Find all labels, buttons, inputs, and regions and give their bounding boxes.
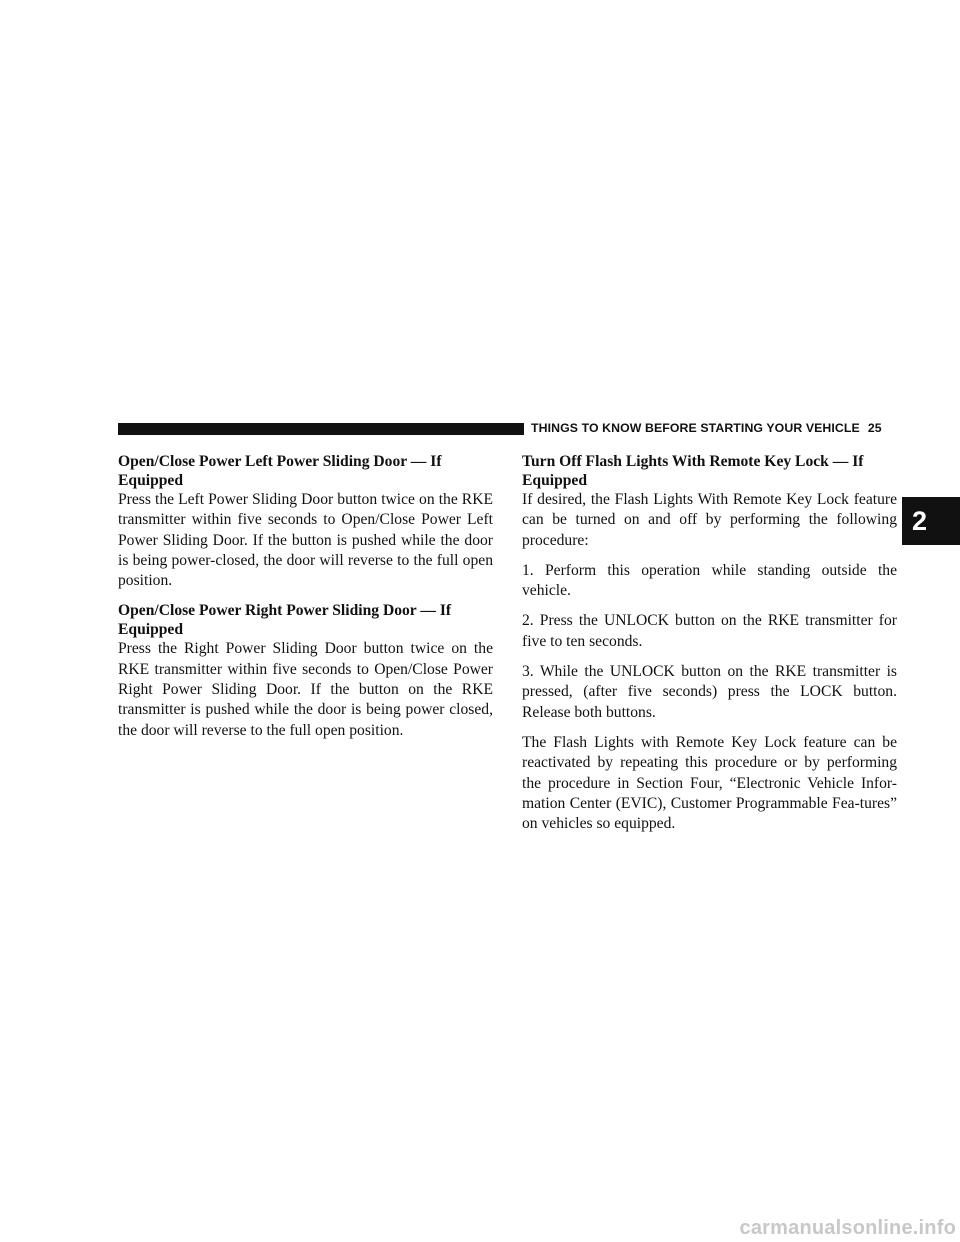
- step-item: 1. Perform this operation while standing outside the vehicle.: [522, 561, 897, 600]
- running-header: [531, 421, 882, 435]
- section-heading: Open/Close Power Right Power Sliding Door — If Equipped: [118, 602, 452, 639]
- header-bar: [118, 423, 524, 435]
- section-body: Press the Left Power Sliding Door button twice on the RKE transmitter within five seconds to Open/Close Power Left Power Sliding Door. If the button is pushed while the door is being power-closed, the door will reverse to the full open position.: [118, 491, 493, 590]
- section-right-door: [118, 601, 493, 740]
- chapter-tab: 2: [902, 497, 960, 545]
- step-item: 3. While the UNLOCK button on the RKE transmitter is pressed, (after five seconds) press the LOCK button. Release both buttons.: [522, 663, 897, 721]
- closing-paragraph: The Flash Lights with Remote Key Lock feature can be reactivated by repeating this procedure or by performing the procedure in Section Four, “Electronic Vehicle Infor-mation Center (EVIC), Customer Programmable Fea-tures” on vehicles so equipped.: [522, 733, 897, 833]
- section-title: THINGS TO KNOW BEFORE STARTING YOUR VEHICLE: [531, 421, 860, 435]
- left-column: [118, 452, 493, 751]
- section-heading: Turn Off Flash Lights With Remote Key Lock — If Equipped: [522, 453, 864, 489]
- section-heading: Open/Close Power Left Power Sliding Door — If Equipped: [118, 453, 442, 489]
- watermark: carmanualsonline.info: [739, 1217, 956, 1239]
- step-item: 2. Press the UNLOCK button on the RKE transmitter for five to ten seconds.: [522, 612, 897, 650]
- right-column: [522, 452, 897, 834]
- intro-paragraph: If desired, the Flash Lights With Remote Key Lock feature can be turned on and off by performing the following procedure:: [522, 491, 897, 549]
- page-number: 25: [867, 421, 882, 435]
- section-body: Press the Right Power Sliding Door button twice on the RKE transmitter within five seconds to Open/Close Power Right Power Sliding Door. If the button on the RKE transmitter is pushed while the door is being power closed, the door will reverse to the full open position.: [118, 640, 493, 739]
- section-left-door: [118, 452, 493, 591]
